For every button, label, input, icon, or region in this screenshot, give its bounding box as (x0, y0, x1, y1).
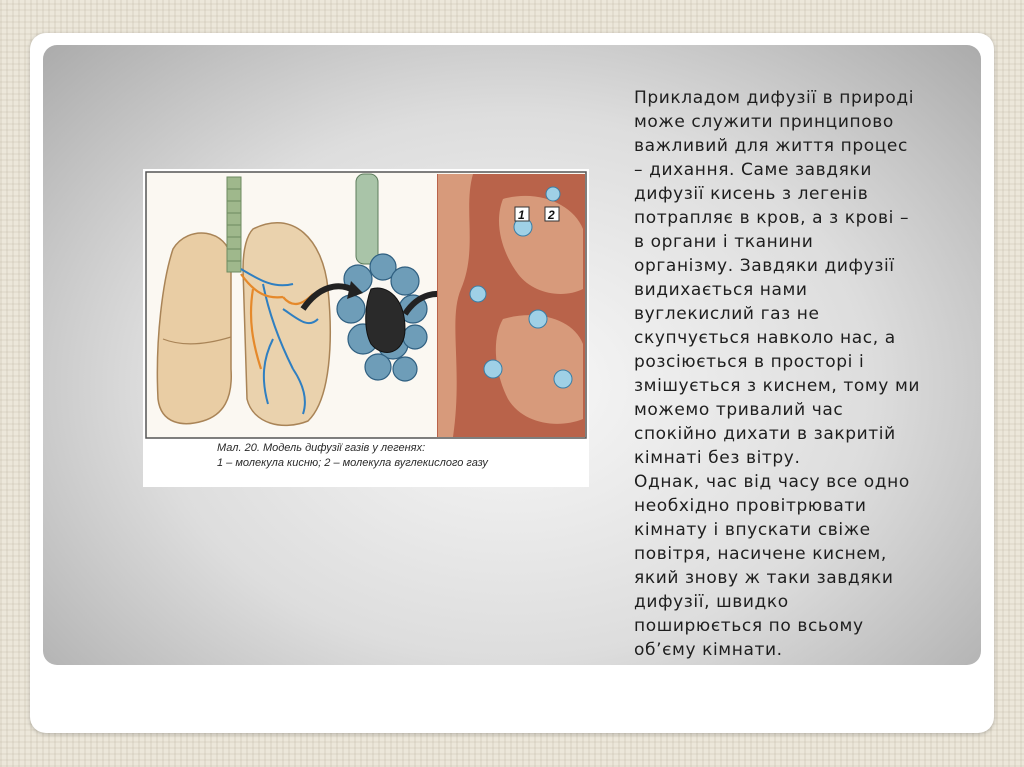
text-line: змішується з киснем, тому ми (634, 376, 921, 396)
text-line: розсіюється в просторі і (634, 352, 865, 372)
text-line: Прикладом дифузії в природі (634, 88, 915, 108)
text-line: необхідно провітрювати (634, 496, 867, 516)
text-line: поширюється по всьому (634, 616, 864, 636)
caption-line-2: 1 – молекула кисню; 2 – молекула вуглекислого газу (217, 457, 488, 469)
text-line: дифузії, швидко (634, 592, 789, 612)
text-line: Однак, час від часу все одно (634, 472, 910, 492)
figure-caption (217, 441, 577, 471)
text-line: організму. Завдяки дифузії (634, 256, 895, 276)
diffusion-explanation-text (634, 86, 964, 662)
text-line: вуглекислий газ не (634, 304, 820, 324)
text-line: дифузії кисень з легенів (634, 184, 869, 204)
lung-diffusion-figure (143, 169, 589, 487)
caption-line-1: Мал. 20. Модель дифузії газів у легенях: (217, 442, 426, 454)
text-line: може служити принципово (634, 112, 894, 132)
text-line: в органи і тканини (634, 232, 814, 252)
text-line: кімнату і впускати свіже (634, 520, 871, 540)
lung-right-section (243, 223, 330, 426)
text-line: – дихання. Саме завдяки (634, 160, 872, 180)
text-line: можемо тривалий час (634, 400, 844, 420)
text-line: який знову ж таки завдяки (634, 568, 894, 588)
text-line: потрапляє в кров, а з крові – (634, 208, 910, 228)
bronchiole (356, 174, 378, 264)
figure-label-2: 2 (548, 208, 555, 222)
text-line: скупчується навколо нас, а (634, 328, 896, 348)
figure-label-1: 1 (518, 208, 525, 222)
text-line: повітря, насичене киснем, (634, 544, 887, 564)
lung-illustration (143, 169, 589, 487)
text-line: кімнаті без вітру. (634, 448, 801, 468)
text-line: об’єму кімнати. (634, 640, 783, 660)
text-line: видихається нами (634, 280, 808, 300)
text-line: важливий для життя процес (634, 136, 908, 156)
text-line: спокійно дихати в закритій (634, 424, 896, 444)
